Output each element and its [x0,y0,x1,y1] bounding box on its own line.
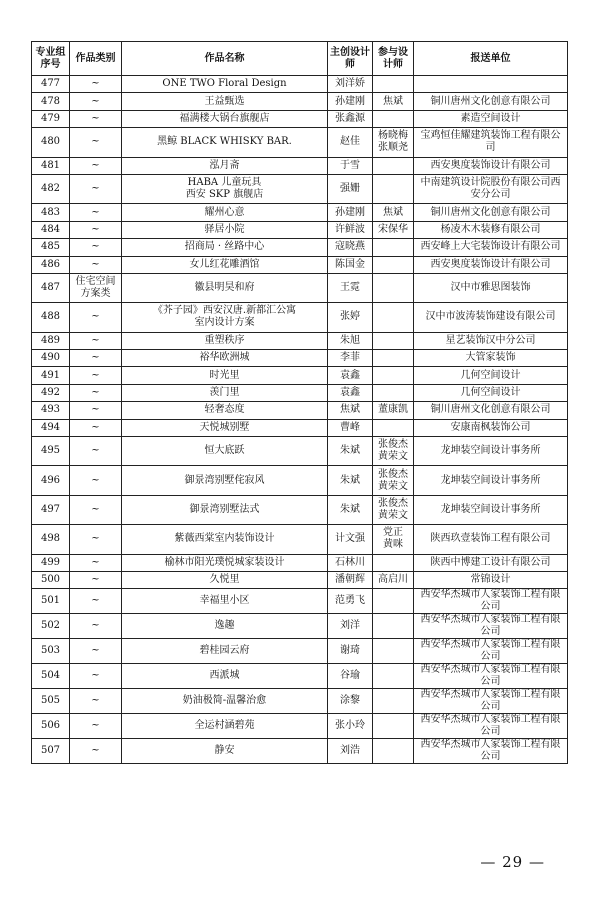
cell-category: ~ [70,689,122,714]
cell-lead: 寇晓燕 [328,239,373,256]
cell-lead: 王霓 [328,273,373,302]
table-row [32,384,568,401]
cell-name: 招商局 · 丝路中心 [122,239,328,256]
cell-lead: 刘洋娇 [328,76,373,93]
table-row [32,614,568,639]
cell-lead: 刘洋 [328,614,373,639]
cell-category: ~ [70,525,122,554]
table-row [32,332,568,349]
cell-category: ~ [70,402,122,419]
table-row [32,495,568,524]
cell-category: ~ [70,350,122,367]
cell-category: ~ [70,739,122,764]
cell-name: 久悦里 [122,571,328,588]
cell-unit: 西安华杰城市人家装饰工程有限公司 [414,614,568,639]
cell-no: 477 [32,76,70,93]
table-row [32,256,568,273]
cell-participant [373,419,414,436]
cell-lead: 朱斌 [328,437,373,466]
cell-name: 时光里 [122,367,328,384]
cell-unit: 陕西中博建工设计有限公司 [414,554,568,571]
cell-category: ~ [70,554,122,571]
cell-no: 495 [32,437,70,466]
cell-lead: 许鲜波 [328,221,373,238]
cell-lead: 张鑫源 [328,110,373,127]
cell-participant [373,303,414,332]
cell-no: 496 [32,466,70,495]
cell-no: 488 [32,303,70,332]
cell-participant: 焦斌 [373,93,414,110]
cell-participant: 张俊杰 黄荣文 [373,437,414,466]
cell-lead: 朱斌 [328,495,373,524]
table-row [32,110,568,127]
cell-unit: 西安奥度装饰设计有限公司 [414,256,568,273]
cell-category: ~ [70,303,122,332]
table-row [32,419,568,436]
cell-lead: 潘朝辉 [328,571,373,588]
table-row [32,350,568,367]
cell-name: 西派城 [122,664,328,689]
cell-unit: 汉中市雅思图装饰 [414,273,568,302]
cell-category: ~ [70,714,122,739]
cell-category: ~ [70,639,122,664]
cell-lead: 朱旭 [328,332,373,349]
cell-no: 489 [32,332,70,349]
cell-unit: 铜川唐州文化创意有限公司 [414,402,568,419]
cell-participant [373,174,414,203]
cell-lead: 李菲 [328,350,373,367]
cell-lead: 范勇飞 [328,589,373,614]
cell-participant [373,739,414,764]
cell-name: 紫薇西棠室内装饰设计 [122,525,328,554]
cell-no: 501 [32,589,70,614]
cell-participant [373,714,414,739]
cell-category: ~ [70,157,122,174]
table-row [32,239,568,256]
cell-category: ~ [70,239,122,256]
cell-lead: 强姗 [328,174,373,203]
cell-no: 503 [32,639,70,664]
cell-lead: 赵佳 [328,128,373,157]
cell-name: 泓月斋 [122,157,328,174]
cell-category: ~ [70,110,122,127]
cell-unit [414,76,568,93]
cell-no: 491 [32,367,70,384]
cell-name: 《芥子园》西安汉唐.新都汇公寓 室内设计方案 [122,303,328,332]
cell-category: ~ [70,204,122,221]
cell-name: 奶油极简-温馨治愈 [122,689,328,714]
cell-name: 幸福里小区 [122,589,328,614]
cell-no: 485 [32,239,70,256]
cell-lead: 石林川 [328,554,373,571]
cell-unit: 常锦设计 [414,571,568,588]
cell-unit: 大管家装饰 [414,350,568,367]
cell-name: 驿居小院 [122,221,328,238]
cell-lead: 张小玲 [328,714,373,739]
cell-name: 碧桂园云府 [122,639,328,664]
cell-unit: 西安峰上大宅装饰设计有限公司 [414,239,568,256]
cell-participant [373,239,414,256]
cell-name: HABA 儿童玩具 西安 SKP 旗舰店 [122,174,328,203]
cell-category: ~ [70,589,122,614]
cell-category: ~ [70,437,122,466]
cell-category: 住宅空间 方案类 [70,273,122,302]
entries-table [31,41,568,764]
cell-no: 481 [32,157,70,174]
cell-no: 483 [32,204,70,221]
cell-unit: 几何空间设计 [414,367,568,384]
cell-lead: 张婷 [328,303,373,332]
cell-unit: 汉中市波涛装饰建设有限公司 [414,303,568,332]
cell-unit: 陕西玖壹装饰工程有限公司 [414,525,568,554]
cell-category: ~ [70,466,122,495]
cell-participant [373,554,414,571]
cell-name: 重塑秩序 [122,332,328,349]
cell-category: ~ [70,128,122,157]
cell-participant [373,614,414,639]
cell-participant [373,589,414,614]
cell-no: 502 [32,614,70,639]
cell-name: 羡门里 [122,384,328,401]
cell-participant [373,384,414,401]
table-row [32,221,568,238]
cell-category: ~ [70,419,122,436]
cell-no: 507 [32,739,70,764]
cell-category: ~ [70,664,122,689]
table-row [32,367,568,384]
cell-name: 静安 [122,739,328,764]
cell-unit: 杨凌木木装修有限公司 [414,221,568,238]
cell-participant [373,664,414,689]
cell-participant: 焦斌 [373,204,414,221]
cell-participant: 张俊杰 黄荣文 [373,466,414,495]
cell-no: 494 [32,419,70,436]
cell-name: 裕华欧洲城 [122,350,328,367]
table-row [32,437,568,466]
cell-no: 500 [32,571,70,588]
table-row [32,571,568,588]
cell-unit: 中南建筑设计院股份有限公司西安分公司 [414,174,568,203]
cell-lead: 孙建刚 [328,93,373,110]
cell-lead: 袁鑫 [328,384,373,401]
cell-name: 榆林市阳光璞悦城家装设计 [122,554,328,571]
cell-lead: 孙建刚 [328,204,373,221]
cell-participant: 宋保华 [373,221,414,238]
cell-unit: 西安华杰城市人家装饰工程有限公司 [414,689,568,714]
cell-participant [373,157,414,174]
cell-name: 王益甄选 [122,93,328,110]
table-row [32,689,568,714]
header-no: 专业组序号 [32,42,70,76]
table-row [32,589,568,614]
cell-unit: 西安奥度装饰设计有限公司 [414,157,568,174]
cell-no: 498 [32,525,70,554]
cell-participant [373,350,414,367]
cell-category: ~ [70,614,122,639]
cell-unit: 西安华杰城市人家装饰工程有限公司 [414,739,568,764]
header-name: 作品名称 [122,42,328,76]
cell-participant: 党正 黄咪 [373,525,414,554]
table-row [32,664,568,689]
table-row [32,273,568,302]
cell-no: 493 [32,402,70,419]
header-lead: 主创设计师 [328,42,373,76]
table-row [32,639,568,664]
cell-category: ~ [70,495,122,524]
cell-unit: 西安华杰城市人家装饰工程有限公司 [414,589,568,614]
cell-lead: 谷瑜 [328,664,373,689]
table-row [32,714,568,739]
cell-category: ~ [70,174,122,203]
cell-participant [373,332,414,349]
cell-name: 耀州心意 [122,204,328,221]
cell-lead: 陈国金 [328,256,373,273]
table-row [32,174,568,203]
table-row [32,402,568,419]
cell-no: 490 [32,350,70,367]
cell-lead: 谢琦 [328,639,373,664]
cell-lead: 涂黎 [328,689,373,714]
cell-no: 499 [32,554,70,571]
header-unit: 报送单位 [414,42,568,76]
cell-category: ~ [70,76,122,93]
table-row [32,93,568,110]
table-row [32,204,568,221]
cell-name: 天悦城别墅 [122,419,328,436]
cell-participant [373,76,414,93]
cell-name: 轻奢态度 [122,402,328,419]
cell-category: ~ [70,384,122,401]
cell-lead: 焦斌 [328,402,373,419]
cell-participant [373,689,414,714]
cell-unit: 龙坤装空间设计事务所 [414,495,568,524]
table-row [32,466,568,495]
cell-name: 逸趣 [122,614,328,639]
cell-no: 505 [32,689,70,714]
cell-name: 福满楼大锅台旗舰店 [122,110,328,127]
cell-name: 恒大底跃 [122,437,328,466]
cell-unit: 龙坤装空间设计事务所 [414,466,568,495]
cell-no: 482 [32,174,70,203]
cell-participant [373,367,414,384]
table-row [32,739,568,764]
header-row [32,42,568,76]
cell-no: 504 [32,664,70,689]
cell-name: ONE TWO Floral Design [122,76,328,93]
cell-lead: 于雪 [328,157,373,174]
cell-category: ~ [70,221,122,238]
cell-lead: 刘浩 [328,739,373,764]
header-participant: 参与设计师 [373,42,414,76]
cell-no: 484 [32,221,70,238]
cell-unit: 几何空间设计 [414,384,568,401]
cell-participant: 杨晓梅 张顺尧 [373,128,414,157]
cell-unit: 安康南枫装饰公司 [414,419,568,436]
cell-category: ~ [70,256,122,273]
cell-lead: 计文强 [328,525,373,554]
cell-name: 黑鲸 BLACK WHISKY BAR. [122,128,328,157]
cell-unit: 素造空间设计 [414,110,568,127]
cell-participant: 张俊杰 黄荣文 [373,495,414,524]
cell-name: 全运村涵碧苑 [122,714,328,739]
cell-name: 御景湾别墅法式 [122,495,328,524]
cell-no: 479 [32,110,70,127]
cell-category: ~ [70,93,122,110]
cell-no: 506 [32,714,70,739]
cell-no: 497 [32,495,70,524]
cell-unit: 西安华杰城市人家装饰工程有限公司 [414,639,568,664]
cell-participant [373,256,414,273]
table-row [32,554,568,571]
cell-no: 478 [32,93,70,110]
cell-no: 492 [32,384,70,401]
cell-unit: 西安华杰城市人家装饰工程有限公司 [414,714,568,739]
cell-unit: 铜川唐州文化创意有限公司 [414,204,568,221]
cell-unit: 宝鸡恒佳耀建筑装饰工程有限公司 [414,128,568,157]
cell-unit: 星艺装饰汉中分公司 [414,332,568,349]
cell-no: 480 [32,128,70,157]
cell-no: 486 [32,256,70,273]
cell-unit: 西安华杰城市人家装饰工程有限公司 [414,664,568,689]
table-row [32,128,568,157]
table-row [32,76,568,93]
page-number: — 29 — [480,853,545,871]
cell-participant [373,110,414,127]
header-category: 作品类别 [70,42,122,76]
cell-name: 徽县明昊和府 [122,273,328,302]
cell-participant: 董康凯 [373,402,414,419]
cell-name: 女儿红花雕酒馆 [122,256,328,273]
cell-participant [373,273,414,302]
cell-lead: 曹峰 [328,419,373,436]
cell-lead: 朱斌 [328,466,373,495]
cell-participant [373,639,414,664]
cell-category: ~ [70,571,122,588]
cell-no: 487 [32,273,70,302]
cell-category: ~ [70,367,122,384]
table-row [32,525,568,554]
cell-name: 御景湾别墅侘寂风 [122,466,328,495]
table-row [32,157,568,174]
table-row [32,303,568,332]
cell-participant: 高启川 [373,571,414,588]
cell-category: ~ [70,332,122,349]
cell-unit: 铜川唐州文化创意有限公司 [414,93,568,110]
cell-lead: 袁鑫 [328,367,373,384]
cell-unit: 龙坤装空间设计事务所 [414,437,568,466]
